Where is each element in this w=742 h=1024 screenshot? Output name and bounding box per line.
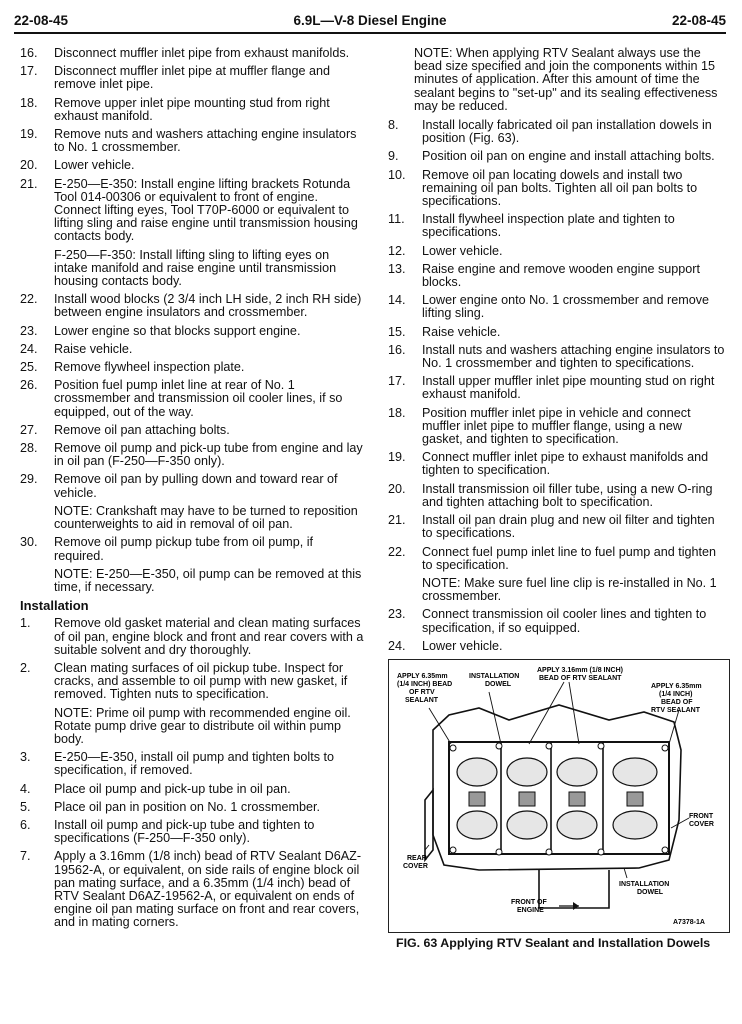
- step-item: 25. Remove flywheel inspection plate.: [20, 360, 245, 375]
- page-number-right: 22-08-45: [671, 13, 726, 28]
- label-front-of-engine: FRONT OF: [511, 898, 547, 906]
- figure-code: A7378-1A: [673, 918, 705, 926]
- step-item: 5. Place oil pan in position on No. 1 crossmember.: [20, 799, 321, 814]
- step-item: 27. Remove oil pan attaching bolts.: [20, 422, 230, 437]
- step-item: 8. Install locally fabricated oil pan installation dowels in position (Fig. 63).: [388, 118, 712, 146]
- step-item: 26. Position fuel pump inlet line at rear of No. 1 crossmember and transmission oil cooler lines, if so equipped, out of the way.: [20, 378, 343, 419]
- page-number-left: 22-08-45: [14, 13, 69, 28]
- installation-heading: Installation: [20, 598, 89, 614]
- figure-caption: FIG. 63 Applying RTV Sealant and Installation Dowels: [396, 935, 711, 950]
- step-item: 20. Install transmission oil filler tube, using a new O-ring and tighten attaching bolt to specification.: [388, 481, 713, 509]
- step-item: 22. Install wood blocks (2 3/4 inch LH side, 2 inch RH side) between engine insulators and crossmember.: [20, 292, 362, 320]
- step-item: 17. Disconnect muffler inlet pipe at muffler flange and remove inlet pipe.: [20, 64, 331, 92]
- label-installation-dowel-bottom: INSTALLATION: [619, 880, 670, 888]
- left-column: [20, 47, 366, 935]
- rtv-note: NOTE: When applying RTV Sealant always use the bead size specified and join the components within 15 minutes of application. After this amount of time the sealant begins to "set-up" and its sealing effectiveness may be reduced.: [414, 46, 718, 113]
- step-note: NOTE: Crankshaft may have to be turned to reposition counterweights to aid in removal of oil pan.: [54, 503, 358, 532]
- svg-text:SEALANT: SEALANT: [405, 696, 439, 704]
- step-item: 7. Apply a 3.16mm (1/8 inch) bead of RTV Sealant D6AZ-19562-A, or equivalent, on side rails of engine block oil pan mating surface, and a 6.35mm (1/4 inch) bead of RTV Sealant D6AZ-19562-A, or equivalent on ends of engine oil pan mating surface on front and rear covers, and in mating corners.: [20, 849, 362, 930]
- step-item: 24. Lower vehicle.: [388, 638, 503, 653]
- label-installation-dowel-top: INSTALLATION: [469, 672, 520, 680]
- step-note: F-250—F-350: Install lifting sling to lifting eyes on intake manifold and raise engine until transmission housing contacts body.: [54, 247, 337, 289]
- step-item: 2. Clean mating surfaces of oil pickup tube. Inspect for cracks, and assemble to oil pump with new gasket, if removed. Tighten nuts to specification.: [20, 660, 348, 702]
- svg-text:ENGINE: ENGINE: [517, 906, 544, 914]
- svg-text:DOWEL: DOWEL: [637, 888, 664, 896]
- step-item: 22. Connect fuel pump inlet line to fuel pump and tighten to specification.: [388, 544, 717, 572]
- step-item: 16. Disconnect muffler inlet pipe from exhaust manifolds.: [20, 46, 350, 60]
- step-note: NOTE: Make sure fuel line clip is re-installed in No. 1 crossmember.: [422, 575, 717, 604]
- page-header: [14, 10, 726, 34]
- svg-text:BEAD OF RTV SEALANT: BEAD OF RTV SEALANT: [539, 674, 622, 682]
- step-item: 12. Lower vehicle.: [388, 243, 503, 258]
- front-cover: [539, 870, 609, 908]
- step-item: 13. Raise engine and remove wooden engine support blocks.: [388, 261, 700, 290]
- step-item: 17. Install upper muffler inlet pipe mounting stud on right exhaust manifold.: [388, 374, 715, 402]
- svg-text:COVER: COVER: [403, 862, 428, 870]
- svg-text:(1/4 INCH) BEAD: (1/4 INCH) BEAD: [397, 680, 453, 688]
- step-note: NOTE: E-250—E-350, oil pump can be removed at this time, if necessary.: [54, 566, 362, 594]
- step-item: 21. E-250—E-350: Install engine lifting brackets Rotunda Tool 014-00306 or equivalent to front of engine. Connect lifting eyes, Tool T70P-6000 or equivalent to lifting sling and raise engine until transmission housing contacts body.: [20, 176, 358, 244]
- step-item: 19. Remove nuts and washers attaching engine insulators to No. 1 crossmember.: [20, 127, 357, 155]
- step-item: 30. Remove oil pump pickup tube from oil pump, if required.: [20, 535, 313, 563]
- label-rear-cover: REAR: [407, 854, 427, 862]
- step-item: 3. E-250—E-350, install oil pump and tighten bolts to specification, if removed.: [20, 750, 335, 778]
- engine-block-illustration: [389, 660, 729, 932]
- label-apply-635-right: APPLY 6.35mm: [651, 682, 702, 690]
- step-item: 29. Remove oil pan by pulling down and toward rear of vehicle.: [20, 472, 338, 500]
- svg-text:(1/4 INCH): (1/4 INCH): [659, 690, 693, 698]
- step-note: NOTE: Prime oil pump with recommended engine oil. Rotate pump drive gear to distribute oil within pump body.: [54, 705, 351, 746]
- step-item: 15. Raise vehicle.: [388, 324, 501, 339]
- svg-text:COVER: COVER: [689, 820, 714, 828]
- step-item: 16. Install nuts and washers attaching engine insulators to No. 1 crossmember and tighten to specifications.: [388, 342, 725, 371]
- step-item: 28. Remove oil pump and pick-up tube from engine and lay in oil pan (F-250—F-350 only).: [20, 441, 363, 469]
- step-item: 19. Connect muffler inlet pipe to exhaust manifolds and tighten to specification.: [388, 450, 709, 478]
- label-apply-635-left: APPLY 6.35mm: [397, 672, 448, 680]
- step-item: 18. Position muffler inlet pipe in vehicle and connect muffler inlet pipe to muffler flange, using a new gasket, and tighten to specification.: [388, 405, 691, 447]
- label-apply-316: APPLY 3.16mm (1/8 INCH): [537, 666, 623, 674]
- rear-cover: [425, 790, 433, 860]
- svg-text:DOWEL: DOWEL: [485, 680, 512, 688]
- step-item: 9. Position oil pan on engine and install attaching bolts.: [388, 149, 715, 164]
- step-item: 21. Install oil pan drain plug and new oil filter and tighten to specifications.: [388, 513, 715, 541]
- step-item: 23. Lower engine so that blocks support engine.: [20, 323, 301, 338]
- step-item: 14. Lower engine onto No. 1 crossmember and remove lifting sling.: [388, 293, 710, 321]
- step-item: 18. Remove upper inlet pipe mounting stud from right exhaust manifold.: [20, 95, 330, 123]
- step-item: 6. Install oil pump and pick-up tube and tighten to specifications (F-250—F-350 only).: [20, 817, 315, 846]
- step-item: 10. Remove oil pan locating dowels and install two remaining oil pan bolts. Tighten all oil pan bolts to specifications.: [388, 167, 698, 209]
- svg-text:OF RTV: OF RTV: [409, 688, 435, 696]
- figure-63: [388, 659, 730, 933]
- svg-text:BEAD OF: BEAD OF: [661, 698, 693, 706]
- right-column: [388, 47, 726, 950]
- block-outline: [433, 705, 681, 870]
- step-item: 4. Place oil pump and pick-up tube in oil pan.: [20, 781, 291, 796]
- step-item: 24. Raise vehicle.: [20, 341, 133, 356]
- section-title: 6.9L—V-8 Diesel Engine: [293, 13, 447, 28]
- step-item: 23. Connect transmission oil cooler lines and tighten to specification, if so equipped.: [388, 607, 707, 635]
- step-item: 1. Remove old gasket material and clean mating surfaces of oil pan, engine block and front and rear covers with a suitable solvent and dry thoroughly.: [20, 616, 364, 657]
- label-front-cover: FRONT: [689, 812, 714, 820]
- svg-text:RTV SEALANT: RTV SEALANT: [651, 706, 700, 714]
- removal-steps-a: [20, 47, 366, 244]
- step-item: 11. Install flywheel inspection plate and tighten to specifications.: [388, 212, 675, 240]
- removal-steps-b: [20, 293, 366, 500]
- step-item: 20. Lower vehicle.: [20, 158, 135, 173]
